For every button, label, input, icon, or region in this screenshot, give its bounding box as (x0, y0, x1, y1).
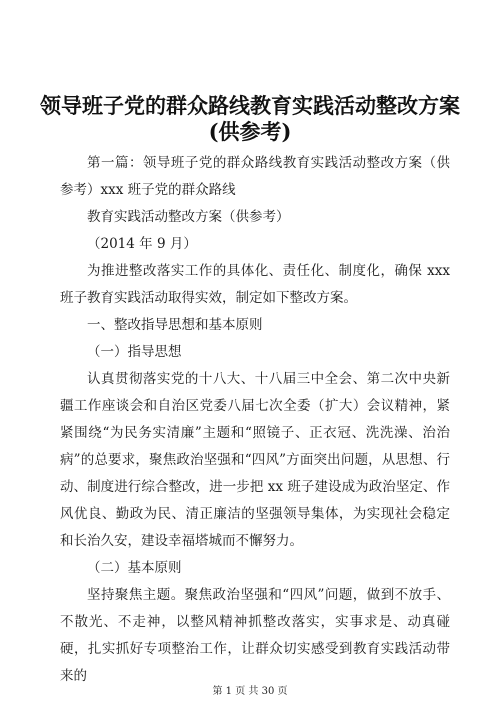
paragraph-plan-title: 教育实践活动整改方案（供参考） (87, 209, 290, 225)
document-body (60, 150, 450, 690)
paragraph-focus-theme: 坚持聚焦主题。聚焦政治坚强和“四风”问题，做到不放手、不散光、不走神，以整风精神抓整改落实，实事求是、动真碰硬，扎实抓好专项整治工作，让群众切实感受到教育实践活动带来的 (60, 587, 450, 684)
paragraph-chapter-heading: 第一篇：领导班子党的群众路线教育实践活动整改方案（供参考）xxx 班子党的群众路线 (60, 155, 450, 198)
section-heading-principles: 一、整改指导思想和基本原则 (87, 317, 263, 333)
page-footer: 第 1 页 共 30 页 (212, 686, 288, 697)
subsection-heading-basic-principles: （二）基本原则 (87, 560, 182, 576)
document-title: 领导班子党的群众路线教育实践活动整改方案 (40, 93, 460, 118)
paragraph-date: （2014 年 9 月） (87, 236, 197, 252)
subsection-heading-guiding: （一）指导思想 (87, 344, 182, 360)
paragraph-intro: 为推进整改落实工作的具体化、责任化、制度化，确保 xxx 班子教育实践活动取得实效，制定如下整改方案。 (60, 263, 450, 306)
paragraph-guiding-thought: 认真贯彻落实党的十八大、十八届三中全会、第二次中央新疆工作座谈会和自治区党委八届七次全委（扩大）会议精神，紧紧围绕“为民务实清廉”主题和“照镜子、正衣冠、洗洗澡、治治病”的总要求，聚焦政治坚强和“四风”方面突出问题，从思想、行动、制度进行综合整改，进一步把 xx 班子建设成为政治坚定、作风优良、勤政为民、清正廉洁的坚强领导集体，为实现社会稳定和长治久安，建设幸福塔城而不懈努力。 (60, 371, 450, 549)
document-title-note: (供参考) (208, 119, 292, 144)
